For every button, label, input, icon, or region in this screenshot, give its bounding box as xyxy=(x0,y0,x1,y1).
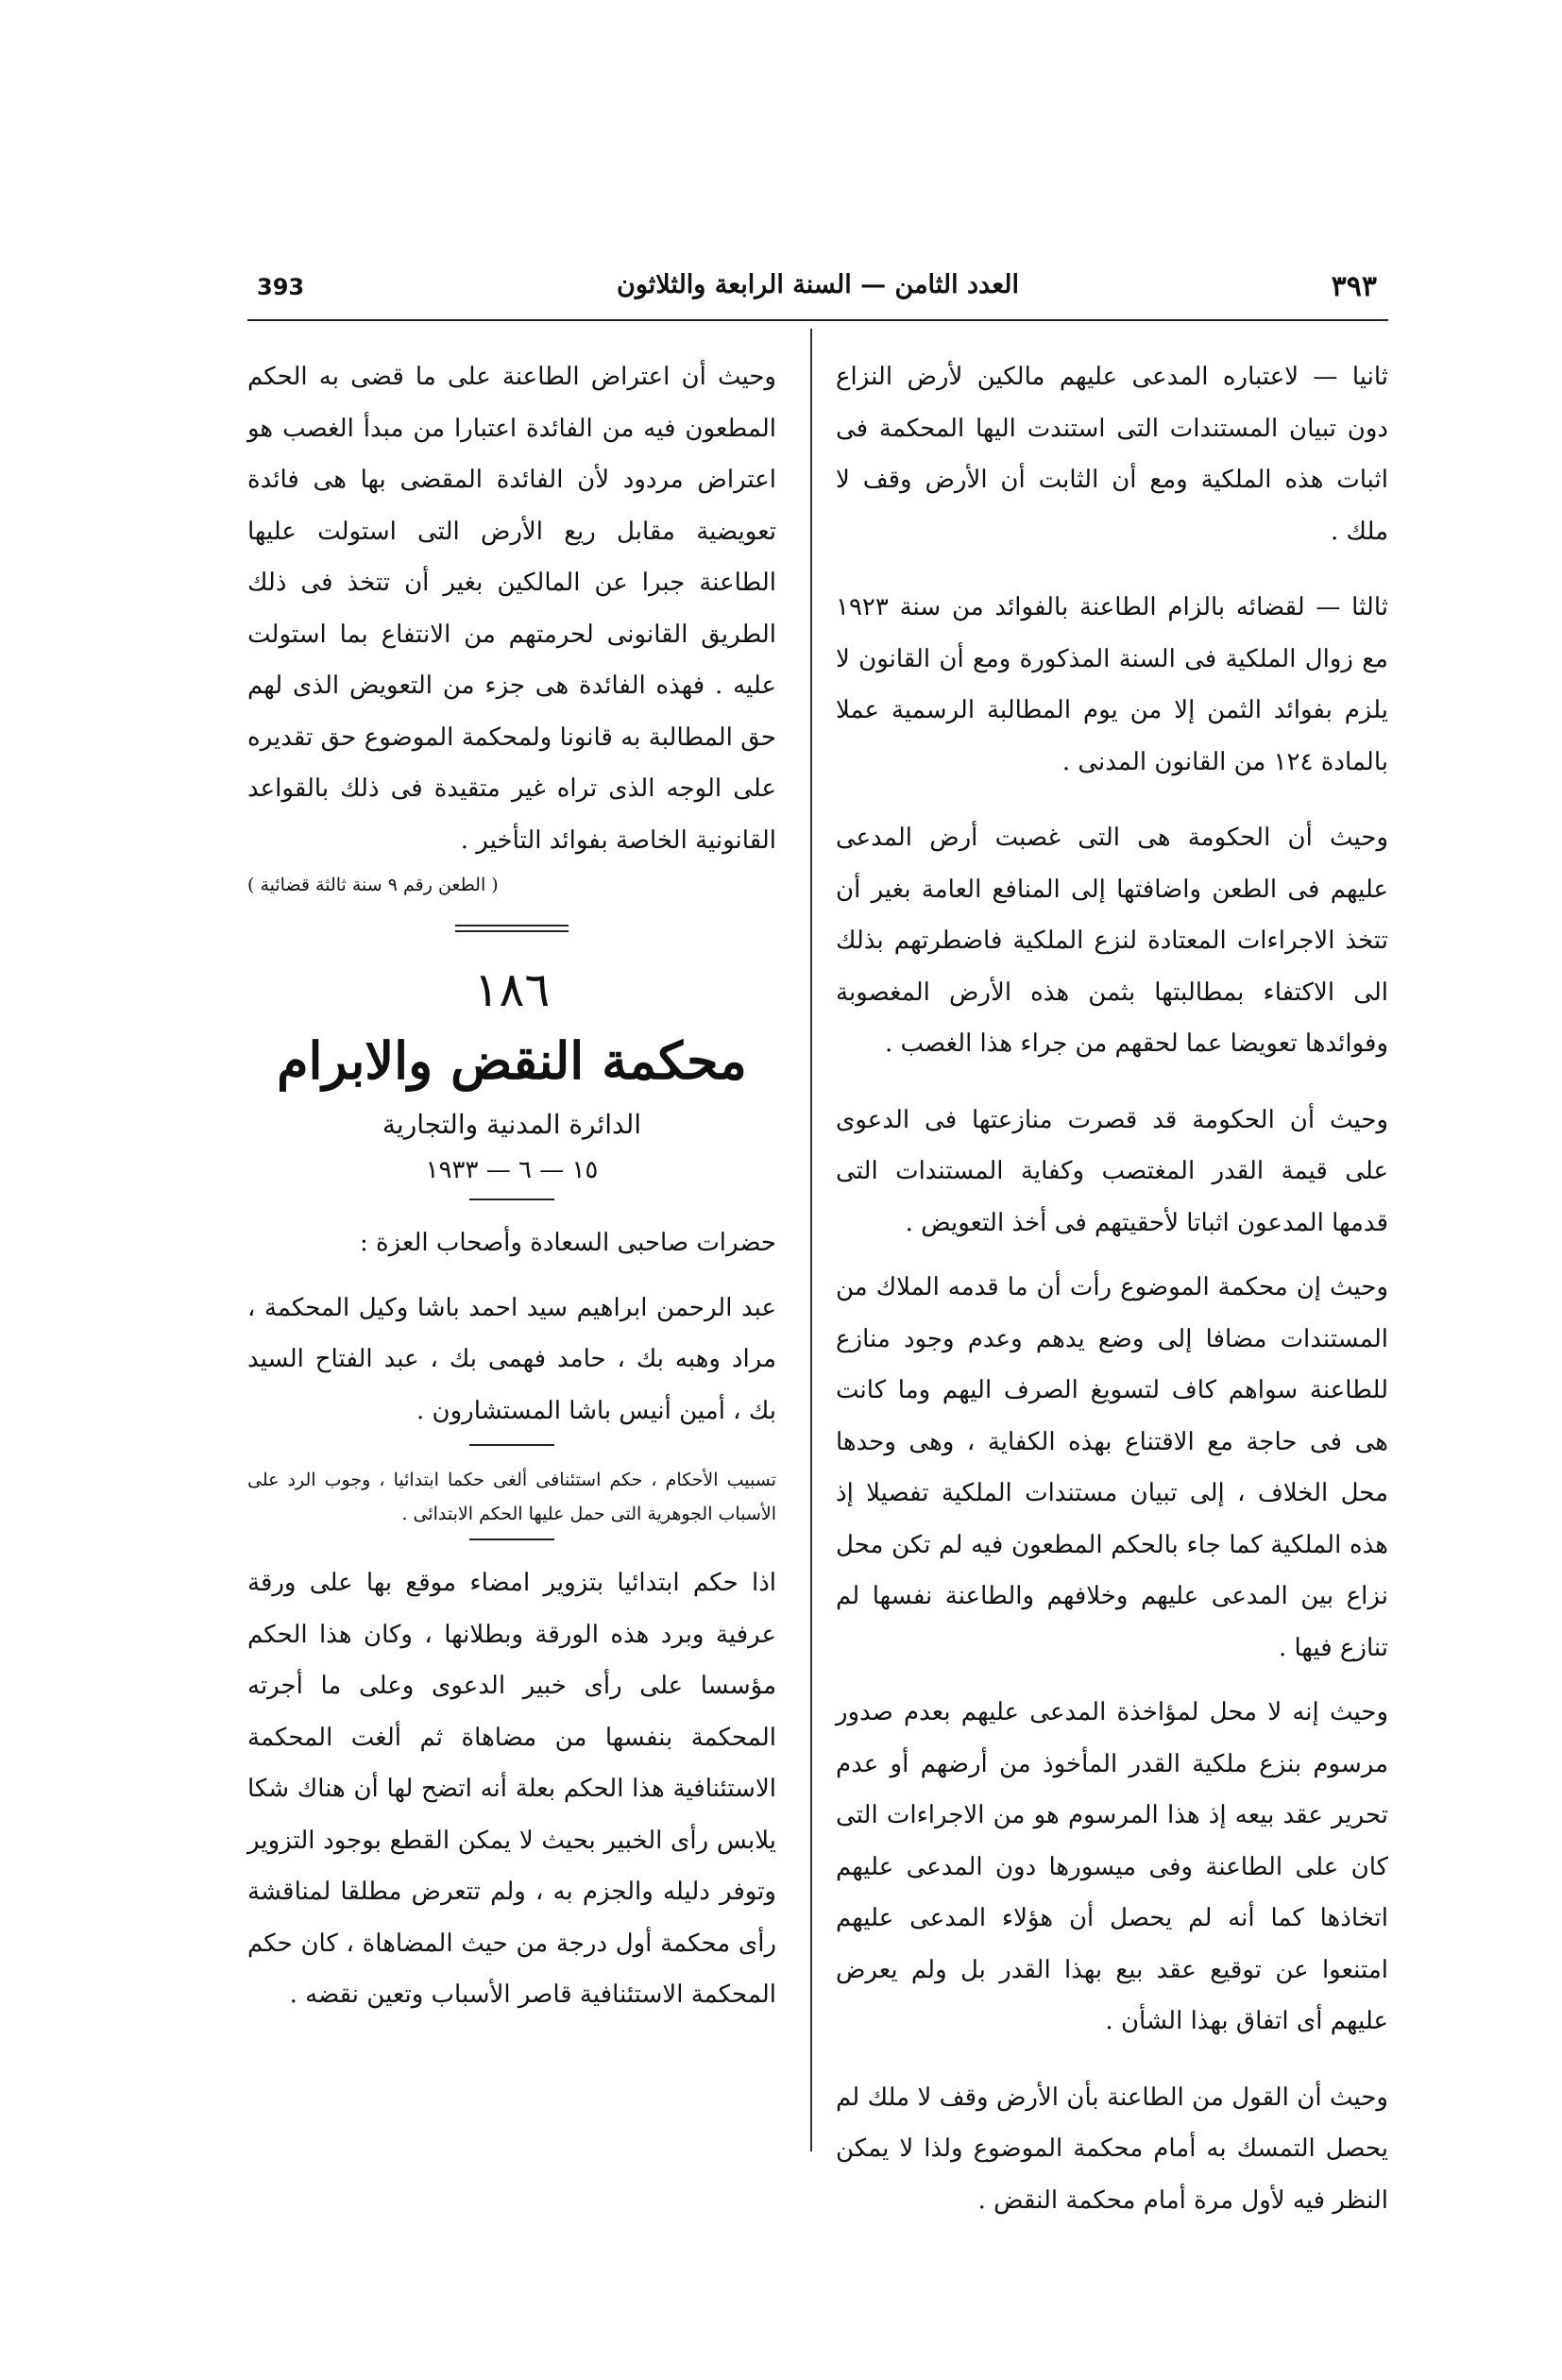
issue-title: العدد الثامن — السنة الرابعة والثلاثون xyxy=(617,270,1019,299)
judges-heading: حضرات صاحبى السعادة وأصحاب العزة : xyxy=(359,1229,776,1257)
page-number-latin: 393 xyxy=(257,274,305,300)
paragraph-waqf-claim: وحيث أن القول من الطاعنة بأن الأرض وقف لا ملك لم يحصل التمسك به أمام محكمة الموضوع ولذا لا يمكن النظر فيه لأول مرة أمام محكمة النقض . xyxy=(836,2082,1388,2215)
right-column xyxy=(836,351,1388,2226)
page-header xyxy=(247,270,1388,312)
case-summary: تسبيب الأحكام ، حكم استئنافى ألغى حكما ابتدائيا ، وجوب الرد على الأسباب الجوهرية التى حمل عليها الحكم الابتدائى . xyxy=(247,1470,776,1524)
paragraph-forgery-ruling: اذا حكم ابتدائيا بتزوير امضاء موقع بها على ورقة عرفية وبرد هذه الورقة وبطلانها ، وكان هذا الحكم مؤسسا على رأى خبير الدعوى وعلى ما أجرته المحكمة بنفسها من مضاهاة ثم ألغت المحكمة الاستئنافية هذا الحكم بعلة أنه اتضح لها أن هناك شكا يلابس رأى الخبير بحيث لا يمكن القطع بوجود التزوير وتوفر دليله والجزم به ، ولم تتعرض مطلقا لمناقشة رأى محكمة أول درجة من حيث المضاهاة ، كان حكم المحكمة الاستئنافية قاصر الأسباب وتعين نقضه . xyxy=(247,1569,776,2009)
appeal-number-note: ( الطعن رقم ٩ سنة ثالثة قضائية ) xyxy=(247,875,499,895)
paragraph-dispute-scope: وحيث أن الحكومة قد قصرت منازعتها فى الدعوى على قيمة القدر المغتصب وكفاية المستندات التى قدمها المدعون اثباتا لأحقيتهم فى أخذ التعويض . xyxy=(836,1105,1388,1237)
court-name: محكمة النقض والابرام xyxy=(277,1030,747,1091)
page-number-arabic: ٣٩٣ xyxy=(1331,270,1377,303)
section-separator xyxy=(455,925,569,932)
paragraph-interest-objection: وحيث أن اعتراض الطاعنة على ما قضى به الحكم المطعون فيه من الفائدة اعتبارا من مبدأ الغصب هو اعتراض مردود لأن الفائدة المقضى بها هى فائدة تعويضية مقابل ريع الأرض التى استولت عليها الطاعنة جبرا عن المالكين بغير أن تتخذ فى ذلك الطريق القانونى لحرمتهم من الانتفاع بما استولت عليه . فهذه الفائدة هى جزء من التعويض الذى لهم حق المطالبة به قانونا ولمحكمة الموضوع حق تقديره على الوجه الذى تراه غير متقيدة فى ذلك بالقواعد القانونية الخاصة بفوائد التأخير . xyxy=(247,363,776,855)
court-circuit: الدائرة المدنية والتجارية xyxy=(382,1109,642,1140)
date-rule xyxy=(469,1198,554,1200)
body-rule xyxy=(469,1538,554,1540)
paragraph-government-seizure: وحيث أن الحكومة هى التى غصبت أرض المدعى عليهم فى الطعن واضافتها إلى المنافع العامة بغير أن تتخذ الاجراءات المعتادة لنزع الملكية فاضطرتهم بذلك الى الاكتفاء بمطالبتها بثمن هذه الأرض المغصوبة وفوائدها تعويضا عما لحقهم من جراء هذا الغصب . xyxy=(836,824,1388,1058)
paragraph-third-ground: ثالثا — لقضائه بالزام الطاعنة بالفوائد من سنة ١٩٢٣ مع زوال الملكية فى السنة المذكورة ومع أن القانون لا يلزم بفوائد الثمن إلا من يوم المطالبة الرسمية عملا بالمادة ١٢٤ من القانون المدنى . xyxy=(836,593,1388,776)
paragraph-no-decree: وحيث إنه لا محل لمؤاخذة المدعى عليهم بعدم صدور مرسوم بنزع ملكية القدر المأخوذ من أرضهم أو عدم تحرير عقد بيعه إذ هذا المرسوم هو من الاجراءات التى كان على الطاعنة وفى ميسورها دون المدعى عليهم اتخاذها كما أنه لم يحصل أن هؤلاء المدعى عليهم امتنعوا عن توقيع عقد بيع بهذا القدر بل ولم يعرض عليهم أى اتفاق بهذا الشأن . xyxy=(836,1698,1388,2035)
paragraph-trial-court-view: وحيث إن محكمة الموضوع رأت أن ما قدمه الملاك من المستندات مضافا إلى وضع يدهم وعدم وجود منازع للطاعنة سواهم كاف لتسويغ الصرف اليهم وما كانت هى فى حاجة مع الاقتناع بهذه الكفاية ، وهى وحدها محل الخلاف ، إلى تبيان مستندات الملكية تفصيلا إذ هذه الملكية كما جاء بالحكم المطعون فيه لم تكن محل نزاع بين المدعى عليهم وخلافهم والطاعنة نفسها لم تنازع فيها . xyxy=(836,1273,1388,1662)
left-column xyxy=(247,351,776,2021)
column-divider xyxy=(810,329,812,2151)
header-rule xyxy=(247,319,1388,321)
summary-rule xyxy=(469,1444,554,1446)
judges-list: عبد الرحمن ابراهيم سيد احمد باشا وكيل المحكمة ، مراد وهبه بك ، حامد فهمى بك ، عبد الفتاح السيد بك ، أمين أنيس باشا المستشارون . xyxy=(247,1293,776,1425)
case-number: ١٨٦ xyxy=(473,962,551,1017)
judgment-date: ١٥ — ٦ — ١٩٣٣ xyxy=(425,1156,599,1184)
paragraph-second-ground: ثانيا — لاعتباره المدعى عليهم مالكين لأرض النزاع دون تبيان المستندات التى استندت اليها المحكمة فى اثبات هذه الملكية ومع أن الثابت أن الأرض وقف لا ملك . xyxy=(836,363,1388,546)
